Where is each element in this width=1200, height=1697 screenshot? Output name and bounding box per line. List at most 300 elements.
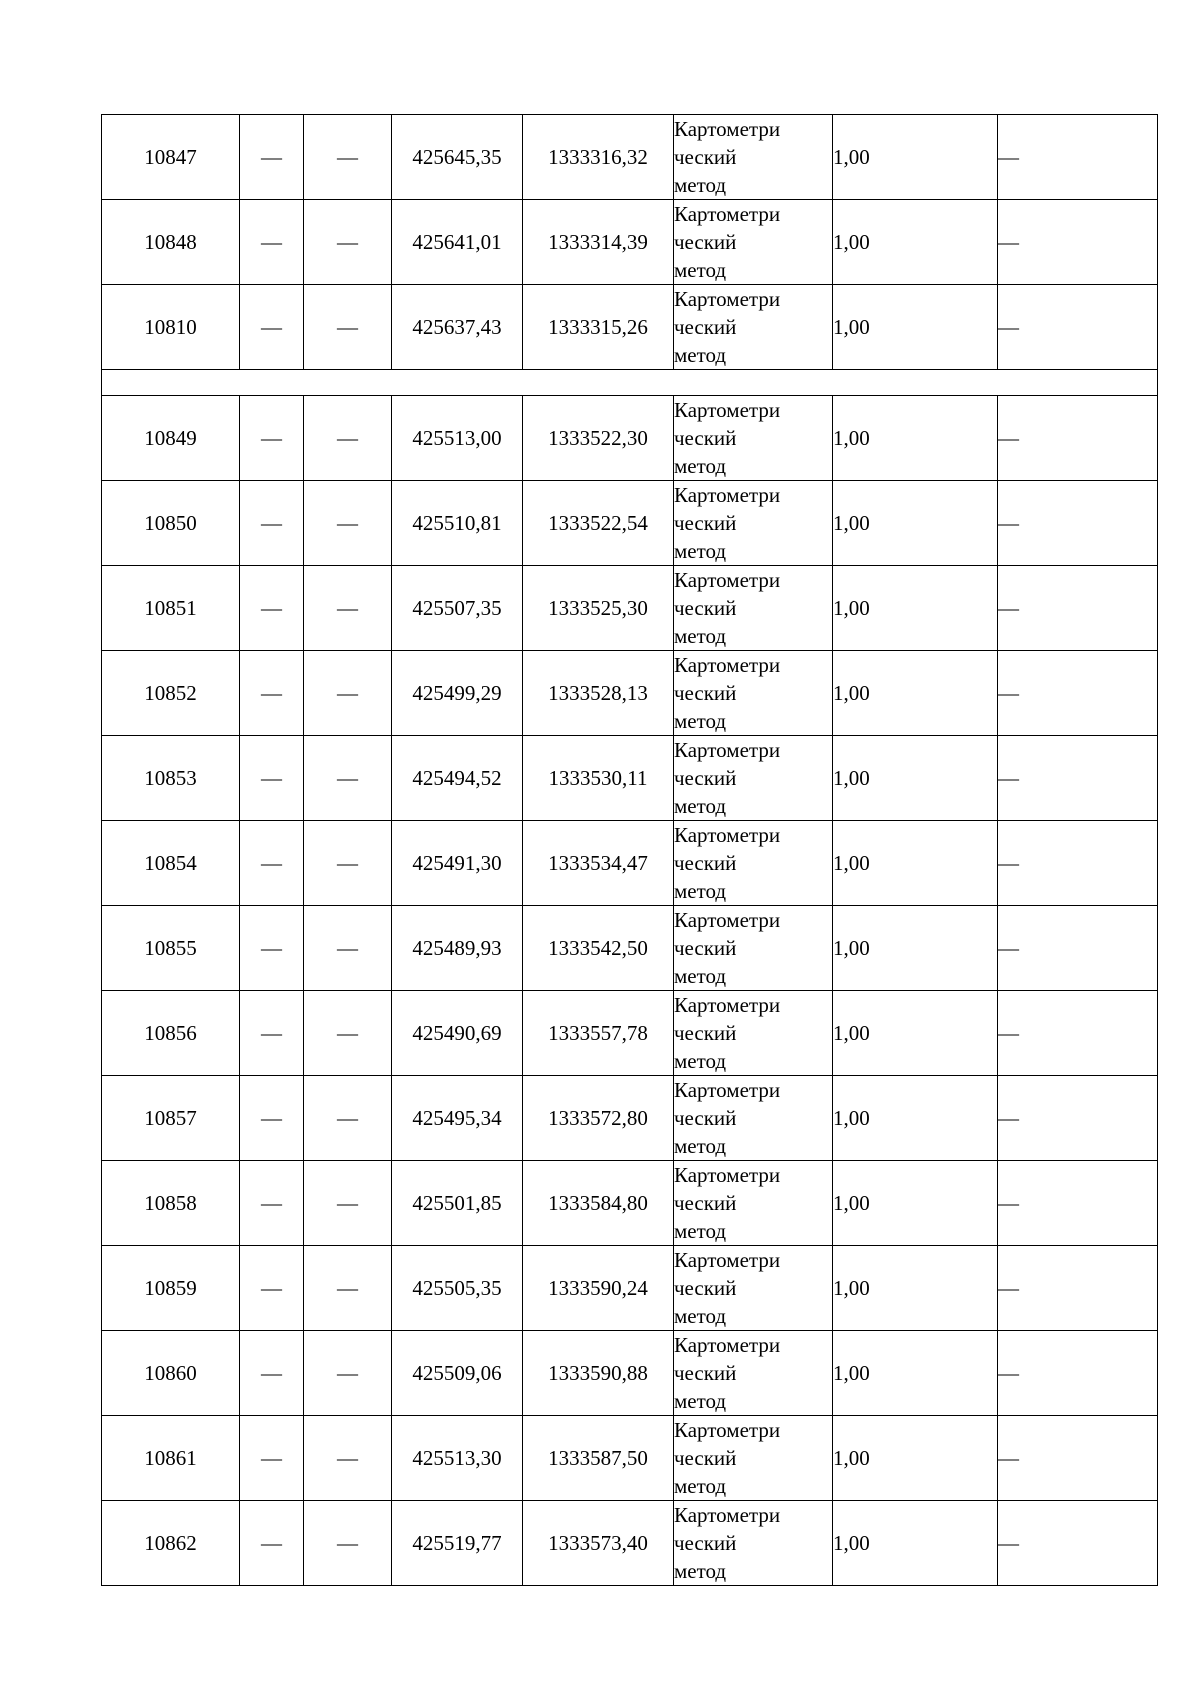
accuracy-cell — [833, 115, 998, 200]
point-number-cell — [102, 481, 240, 566]
note-text: — — [998, 426, 1019, 450]
old-y-text: — — [337, 936, 358, 960]
note-text: — — [998, 596, 1019, 620]
old-y-text: — — [337, 1446, 358, 1470]
y-coordinate-text: 1333528,13 — [548, 681, 648, 705]
method-text-line: ческий — [674, 851, 737, 875]
y-coordinate-text: 1333314,39 — [548, 230, 648, 254]
point-number-text: 10860 — [144, 1361, 197, 1385]
table-row — [102, 1246, 1158, 1331]
method-text-line: ческий — [674, 1106, 737, 1130]
accuracy-cell — [833, 1161, 998, 1246]
method-cell — [674, 1246, 833, 1331]
table-row — [102, 906, 1158, 991]
note-cell — [998, 285, 1158, 370]
accuracy-text: 1,00 — [833, 681, 870, 705]
table-row — [102, 115, 1158, 200]
method-text-line: Картометри — [674, 568, 781, 592]
method-text-line: Картометри — [674, 738, 781, 762]
y-coordinate-cell — [523, 906, 674, 991]
method-cell — [674, 1416, 833, 1501]
old-y-text: — — [337, 511, 358, 535]
method-text-line: метод — [674, 709, 727, 733]
old-y-cell — [304, 736, 392, 821]
x-coordinate-cell — [392, 1331, 523, 1416]
accuracy-cell — [833, 285, 998, 370]
accuracy-cell — [833, 1331, 998, 1416]
table-row — [102, 1161, 1158, 1246]
point-number-text: 10851 — [144, 596, 197, 620]
old-y-text: — — [337, 766, 358, 790]
point-number-cell — [102, 1331, 240, 1416]
accuracy-text: 1,00 — [833, 1446, 870, 1470]
point-number-cell — [102, 1501, 240, 1586]
x-coordinate-text: 425513,00 — [412, 426, 502, 450]
method-text-line: Картометри — [674, 823, 781, 847]
method-cell — [674, 200, 833, 285]
old-x-text: — — [261, 681, 282, 705]
x-coordinate-cell — [392, 396, 523, 481]
x-coordinate-cell — [392, 821, 523, 906]
x-coordinate-text: 425641,01 — [412, 230, 502, 254]
point-number-text: 10857 — [144, 1106, 197, 1130]
accuracy-cell — [833, 566, 998, 651]
method-text-line: ческий — [674, 511, 737, 535]
old-y-cell — [304, 1246, 392, 1331]
x-coordinate-text: 425490,69 — [412, 1021, 502, 1045]
accuracy-cell — [833, 1246, 998, 1331]
y-coordinate-text: 1333584,80 — [548, 1191, 648, 1215]
point-number-text: 10859 — [144, 1276, 197, 1300]
point-number-cell — [102, 1161, 240, 1246]
old-x-cell — [240, 736, 304, 821]
method-text-line: Картометри — [674, 1503, 781, 1527]
point-number-text: 10858 — [144, 1191, 197, 1215]
method-text-line: ческий — [674, 145, 737, 169]
y-coordinate-text: 1333590,24 — [548, 1276, 648, 1300]
method-text-line: Картометри — [674, 1248, 781, 1272]
method-text-line: метод — [674, 1304, 727, 1328]
point-number-text: 10861 — [144, 1446, 197, 1470]
y-coordinate-cell — [523, 1076, 674, 1161]
point-number-text: 10853 — [144, 766, 197, 790]
accuracy-text: 1,00 — [833, 851, 870, 875]
old-x-text: — — [261, 1531, 282, 1555]
old-x-cell — [240, 1501, 304, 1586]
note-cell — [998, 1161, 1158, 1246]
point-number-cell — [102, 1246, 240, 1331]
note-cell — [998, 736, 1158, 821]
method-text-line: метод — [674, 879, 727, 903]
accuracy-cell — [833, 1501, 998, 1586]
y-coordinate-text: 1333525,30 — [548, 596, 648, 620]
old-y-cell — [304, 566, 392, 651]
y-coordinate-cell — [523, 651, 674, 736]
method-cell — [674, 285, 833, 370]
note-text: — — [998, 1021, 1019, 1045]
note-text: — — [998, 1106, 1019, 1130]
old-x-text: — — [261, 1021, 282, 1045]
y-coordinate-text: 1333534,47 — [548, 851, 648, 875]
y-coordinate-cell — [523, 1246, 674, 1331]
note-cell — [998, 1501, 1158, 1586]
x-coordinate-text: 425519,77 — [412, 1531, 502, 1555]
accuracy-text: 1,00 — [833, 315, 870, 339]
accuracy-cell — [833, 906, 998, 991]
method-text-line: ческий — [674, 1446, 737, 1470]
table-row — [102, 481, 1158, 566]
note-cell — [998, 566, 1158, 651]
y-coordinate-cell — [523, 396, 674, 481]
old-x-cell — [240, 1076, 304, 1161]
old-x-cell — [240, 1331, 304, 1416]
note-text: — — [998, 1276, 1019, 1300]
y-coordinate-text: 1333573,40 — [548, 1531, 648, 1555]
y-coordinate-cell — [523, 736, 674, 821]
x-coordinate-cell — [392, 115, 523, 200]
method-cell — [674, 115, 833, 200]
point-number-cell — [102, 906, 240, 991]
old-y-text: — — [337, 145, 358, 169]
old-y-text: — — [337, 1106, 358, 1130]
x-coordinate-text: 425509,06 — [412, 1361, 502, 1385]
note-cell — [998, 396, 1158, 481]
point-number-cell — [102, 1076, 240, 1161]
method-text-line: Картометри — [674, 653, 781, 677]
note-text: — — [998, 511, 1019, 535]
method-text-line: ческий — [674, 1021, 737, 1045]
x-coordinate-text: 425510,81 — [412, 511, 502, 535]
accuracy-text: 1,00 — [833, 145, 870, 169]
table-row — [102, 1416, 1158, 1501]
point-number-text: 10849 — [144, 426, 197, 450]
old-x-cell — [240, 821, 304, 906]
method-text-line: Картометри — [674, 1163, 781, 1187]
old-y-cell — [304, 1501, 392, 1586]
method-text-line: метод — [674, 173, 727, 197]
method-text-line: метод — [674, 1049, 727, 1073]
note-cell — [998, 821, 1158, 906]
accuracy-text: 1,00 — [833, 1361, 870, 1385]
method-text-line: ческий — [674, 315, 737, 339]
x-coordinate-text: 425495,34 — [412, 1106, 502, 1130]
y-coordinate-cell — [523, 991, 674, 1076]
method-text-line: Картометри — [674, 1333, 781, 1357]
method-text-line: Картометри — [674, 908, 781, 932]
method-text-line: метод — [674, 454, 727, 478]
separator-cell — [102, 370, 1158, 396]
x-coordinate-cell — [392, 906, 523, 991]
note-text: — — [998, 766, 1019, 790]
old-y-text: — — [337, 1021, 358, 1045]
accuracy-cell — [833, 736, 998, 821]
method-text-line: Картометри — [674, 202, 781, 226]
note-cell — [998, 1416, 1158, 1501]
accuracy-text: 1,00 — [833, 230, 870, 254]
table-row — [102, 1331, 1158, 1416]
old-x-cell — [240, 1161, 304, 1246]
method-text-line: метод — [674, 964, 727, 988]
method-cell — [674, 821, 833, 906]
section-separator-row — [102, 370, 1158, 396]
table-row — [102, 651, 1158, 736]
old-x-text: — — [261, 315, 282, 339]
method-text-line: Картометри — [674, 117, 781, 141]
method-text-line: ческий — [674, 1276, 737, 1300]
y-coordinate-cell — [523, 821, 674, 906]
x-coordinate-text: 425499,29 — [412, 681, 502, 705]
point-number-cell — [102, 285, 240, 370]
method-text-line: ческий — [674, 230, 737, 254]
method-cell — [674, 991, 833, 1076]
note-text: — — [998, 1191, 1019, 1215]
old-y-cell — [304, 115, 392, 200]
point-number-cell — [102, 1416, 240, 1501]
point-number-text: 10850 — [144, 511, 197, 535]
method-cell — [674, 1501, 833, 1586]
old-x-cell — [240, 200, 304, 285]
y-coordinate-cell — [523, 566, 674, 651]
y-coordinate-text: 1333587,50 — [548, 1446, 648, 1470]
old-x-text: — — [261, 1361, 282, 1385]
y-coordinate-cell — [523, 1501, 674, 1586]
method-text-line: Картометри — [674, 287, 781, 311]
method-cell — [674, 481, 833, 566]
method-text-line: ческий — [674, 1361, 737, 1385]
old-x-cell — [240, 991, 304, 1076]
x-coordinate-text: 425645,35 — [412, 145, 502, 169]
y-coordinate-text: 1333557,78 — [548, 1021, 648, 1045]
method-text-line: ческий — [674, 426, 737, 450]
y-coordinate-text: 1333315,26 — [548, 315, 648, 339]
point-number-text: 10847 — [144, 145, 197, 169]
old-x-cell — [240, 285, 304, 370]
table-row — [102, 991, 1158, 1076]
note-text: — — [998, 936, 1019, 960]
method-text-line: метод — [674, 1474, 727, 1498]
method-text-line: метод — [674, 258, 727, 282]
y-coordinate-cell — [523, 481, 674, 566]
point-number-cell — [102, 736, 240, 821]
y-coordinate-cell — [523, 200, 674, 285]
x-coordinate-text: 425501,85 — [412, 1191, 502, 1215]
x-coordinate-text: 425491,30 — [412, 851, 502, 875]
accuracy-cell — [833, 200, 998, 285]
old-x-text: — — [261, 1191, 282, 1215]
accuracy-cell — [833, 1416, 998, 1501]
old-x-text: — — [261, 145, 282, 169]
method-text-line: метод — [674, 794, 727, 818]
x-coordinate-cell — [392, 991, 523, 1076]
table-row — [102, 736, 1158, 821]
accuracy-cell — [833, 991, 998, 1076]
y-coordinate-cell — [523, 285, 674, 370]
accuracy-text: 1,00 — [833, 766, 870, 790]
old-y-text: — — [337, 1361, 358, 1385]
method-cell — [674, 1331, 833, 1416]
y-coordinate-text: 1333522,54 — [548, 511, 648, 535]
method-text-line: метод — [674, 1134, 727, 1158]
method-cell — [674, 736, 833, 821]
note-text: — — [998, 315, 1019, 339]
old-y-cell — [304, 1331, 392, 1416]
y-coordinate-text: 1333572,80 — [548, 1106, 648, 1130]
point-number-text: 10855 — [144, 936, 197, 960]
table-body — [102, 115, 1158, 1586]
table-row — [102, 566, 1158, 651]
method-text-line: метод — [674, 343, 727, 367]
y-coordinate-cell — [523, 115, 674, 200]
y-coordinate-text: 1333316,32 — [548, 145, 648, 169]
y-coordinate-text: 1333530,11 — [548, 766, 648, 790]
old-x-cell — [240, 1246, 304, 1331]
old-y-cell — [304, 1161, 392, 1246]
y-coordinate-cell — [523, 1416, 674, 1501]
old-y-cell — [304, 481, 392, 566]
old-y-text: — — [337, 1191, 358, 1215]
accuracy-cell — [833, 1076, 998, 1161]
method-cell — [674, 906, 833, 991]
old-x-text: — — [261, 766, 282, 790]
old-y-cell — [304, 821, 392, 906]
y-coordinate-cell — [523, 1331, 674, 1416]
x-coordinate-cell — [392, 651, 523, 736]
point-number-cell — [102, 115, 240, 200]
x-coordinate-cell — [392, 1076, 523, 1161]
note-text: — — [998, 1531, 1019, 1555]
note-cell — [998, 991, 1158, 1076]
point-number-cell — [102, 991, 240, 1076]
point-number-text: 10854 — [144, 851, 197, 875]
method-text-line: ческий — [674, 766, 737, 790]
accuracy-text: 1,00 — [833, 511, 870, 535]
point-number-text: 10848 — [144, 230, 197, 254]
method-text-line: ческий — [674, 1531, 737, 1555]
old-x-text: — — [261, 1446, 282, 1470]
x-coordinate-text: 425513,30 — [412, 1446, 502, 1470]
point-number-cell — [102, 566, 240, 651]
method-text-line: метод — [674, 1219, 727, 1243]
x-coordinate-cell — [392, 1161, 523, 1246]
old-y-cell — [304, 906, 392, 991]
y-coordinate-text: 1333590,88 — [548, 1361, 648, 1385]
point-number-text: 10852 — [144, 681, 197, 705]
old-y-text: — — [337, 230, 358, 254]
point-number-cell — [102, 396, 240, 481]
old-x-cell — [240, 481, 304, 566]
old-y-cell — [304, 396, 392, 481]
method-text-line: Картометри — [674, 993, 781, 1017]
old-y-text: — — [337, 681, 358, 705]
accuracy-cell — [833, 481, 998, 566]
coordinates-table — [101, 114, 1158, 1586]
point-number-text: 10810 — [144, 315, 197, 339]
note-cell — [998, 906, 1158, 991]
old-x-text: — — [261, 511, 282, 535]
x-coordinate-cell — [392, 1416, 523, 1501]
y-coordinate-cell — [523, 1161, 674, 1246]
table-row — [102, 285, 1158, 370]
old-x-cell — [240, 1416, 304, 1501]
x-coordinate-text: 425489,93 — [412, 936, 502, 960]
method-text-line: ческий — [674, 681, 737, 705]
method-text-line: Картометри — [674, 398, 781, 422]
old-x-cell — [240, 566, 304, 651]
accuracy-text: 1,00 — [833, 1191, 870, 1215]
note-cell — [998, 651, 1158, 736]
method-text-line: Картометри — [674, 483, 781, 507]
note-text: — — [998, 230, 1019, 254]
old-y-cell — [304, 200, 392, 285]
accuracy-text: 1,00 — [833, 426, 870, 450]
accuracy-text: 1,00 — [833, 936, 870, 960]
accuracy-cell — [833, 651, 998, 736]
x-coordinate-cell — [392, 566, 523, 651]
old-y-cell — [304, 1416, 392, 1501]
y-coordinate-text: 1333542,50 — [548, 936, 648, 960]
point-number-text: 10856 — [144, 1021, 197, 1045]
x-coordinate-text: 425507,35 — [412, 596, 502, 620]
point-number-cell — [102, 821, 240, 906]
x-coordinate-cell — [392, 1501, 523, 1586]
note-cell — [998, 1246, 1158, 1331]
note-text: — — [998, 851, 1019, 875]
old-x-cell — [240, 115, 304, 200]
point-number-cell — [102, 651, 240, 736]
old-x-text: — — [261, 596, 282, 620]
method-text-line: метод — [674, 1559, 727, 1583]
x-coordinate-cell — [392, 481, 523, 566]
note-cell — [998, 200, 1158, 285]
old-y-text: — — [337, 1531, 358, 1555]
method-text-line: метод — [674, 1389, 727, 1413]
accuracy-text: 1,00 — [833, 1531, 870, 1555]
old-y-text: — — [337, 851, 358, 875]
old-y-cell — [304, 285, 392, 370]
table-row — [102, 1076, 1158, 1161]
method-text-line: Картометри — [674, 1418, 781, 1442]
method-text-line: метод — [674, 624, 727, 648]
old-y-text: — — [337, 596, 358, 620]
table-row — [102, 396, 1158, 481]
method-text-line: метод — [674, 539, 727, 563]
x-coordinate-cell — [392, 736, 523, 821]
x-coordinate-text: 425494,52 — [412, 766, 502, 790]
accuracy-text: 1,00 — [833, 1106, 870, 1130]
old-y-cell — [304, 1076, 392, 1161]
accuracy-text: 1,00 — [833, 1021, 870, 1045]
old-x-text: — — [261, 1276, 282, 1300]
x-coordinate-cell — [392, 1246, 523, 1331]
note-cell — [998, 115, 1158, 200]
x-coordinate-text: 425637,43 — [412, 315, 502, 339]
x-coordinate-text: 425505,35 — [412, 1276, 502, 1300]
method-cell — [674, 1076, 833, 1161]
old-x-text: — — [261, 426, 282, 450]
accuracy-text: 1,00 — [833, 596, 870, 620]
old-x-text: — — [261, 851, 282, 875]
old-y-cell — [304, 651, 392, 736]
accuracy-cell — [833, 396, 998, 481]
old-x-text: — — [261, 1106, 282, 1130]
method-text-line: ческий — [674, 596, 737, 620]
old-x-cell — [240, 906, 304, 991]
table-row — [102, 200, 1158, 285]
note-text: — — [998, 681, 1019, 705]
note-text: — — [998, 145, 1019, 169]
old-x-cell — [240, 396, 304, 481]
old-x-text: — — [261, 230, 282, 254]
